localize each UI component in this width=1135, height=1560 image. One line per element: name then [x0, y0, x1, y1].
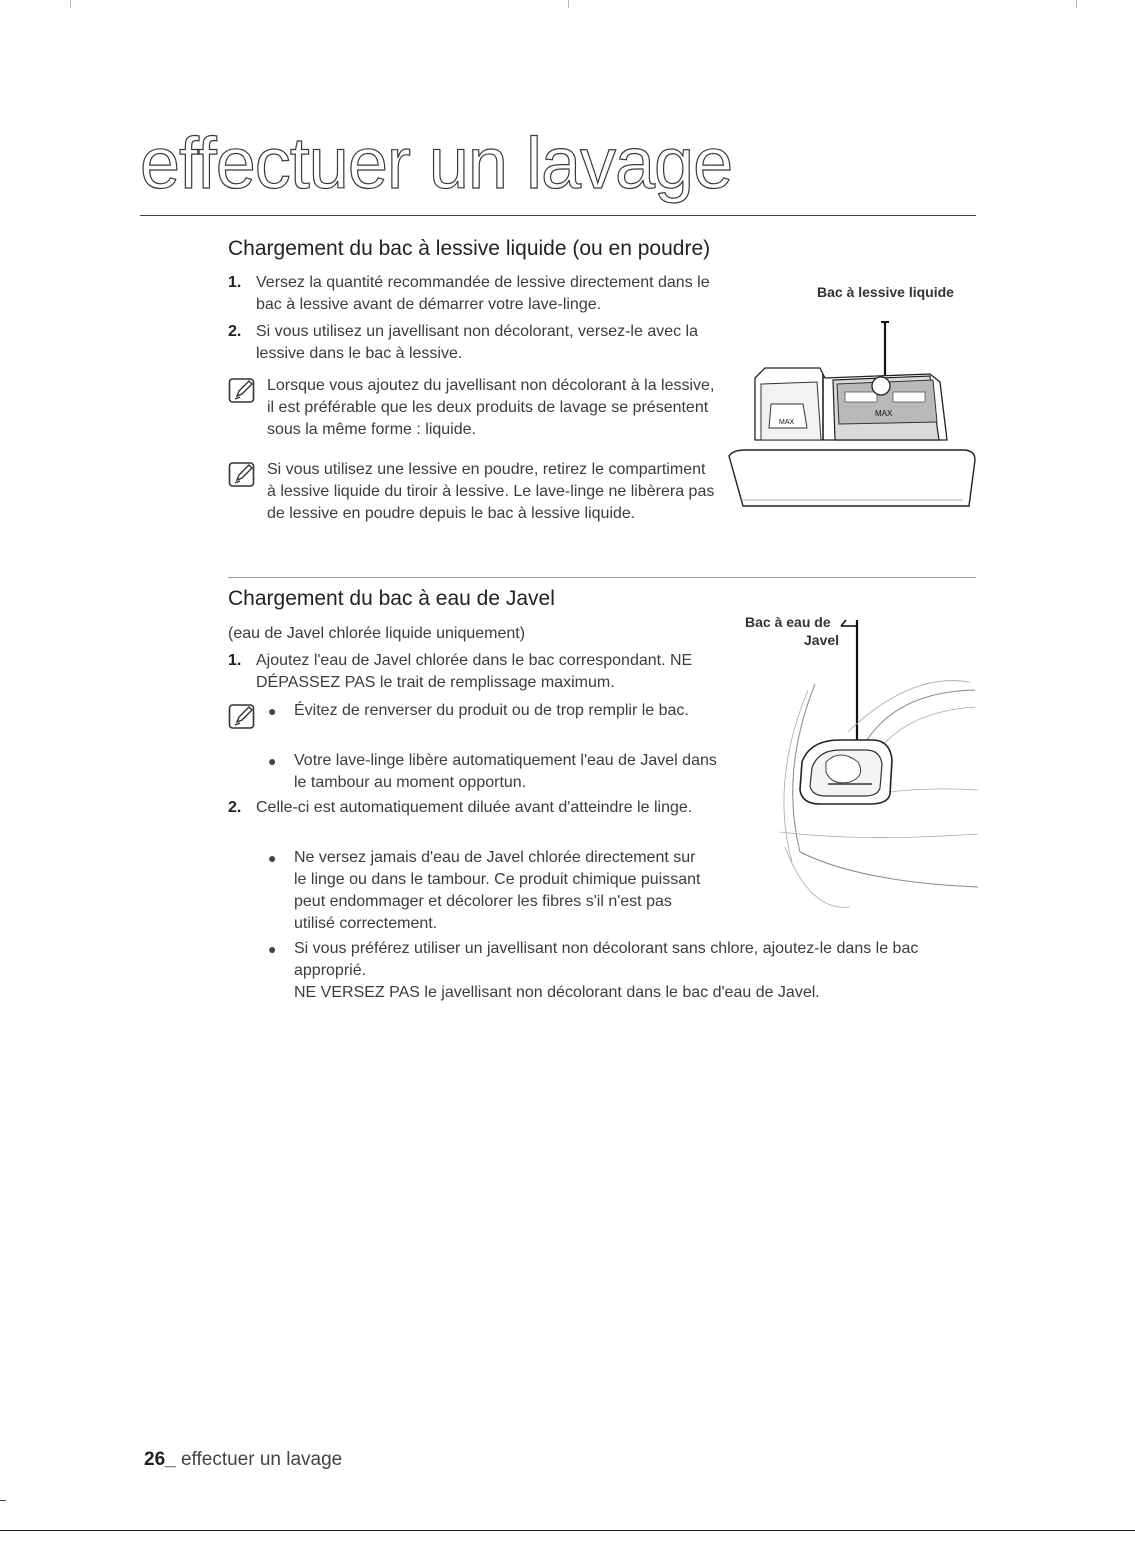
note-bullet [268, 750, 718, 796]
bullet-dot-icon: ● [268, 941, 277, 957]
page-bottom-rule [0, 1530, 1135, 1531]
detergent-drawer-illustration [725, 318, 980, 513]
figure-label-detergent: Bac à lessive liquide [817, 284, 954, 300]
bleach-step-1 [228, 650, 728, 696]
bullet-text: Votre lave-linge libère automatiquement l'eau de Javel dans le tambour au moment opportun. [294, 752, 717, 791]
step-number: 1. [228, 274, 242, 291]
note-text: Si vous utilisez une lessive en poudre, retirez le compartiment à lessive liquide du tiroir à lessive. Le lave-linge ne libèrera pas de lessive en poudre depuis le bac à lessive liquide. [267, 461, 715, 522]
bullet-dot-icon: ● [268, 703, 277, 719]
note-pencil-icon [228, 460, 257, 489]
crop-mark [70, 0, 71, 8]
section-divider [228, 577, 976, 578]
step-text: Versez la quantité recommandée de lessive directement dans le bac à lessive avant de démarrer votre lave-linge. [256, 274, 710, 313]
step-1 [228, 272, 718, 318]
section-title-bleach: Chargement du bac à eau de Javel [228, 587, 555, 610]
bullet-warning-text: NE VERSEZ PAS le javellisant non décolorant dans le bac d'eau de Javel. [294, 984, 820, 1001]
note-pencil-icon [228, 702, 257, 731]
note-1 [228, 375, 718, 445]
bullet-dot-icon: ● [268, 753, 277, 769]
page-footer [144, 1449, 342, 1471]
step-text: Celle-ci est automatiquement diluée avant d'atteindre le linge. [256, 799, 693, 816]
step-text: Si vous utilisez un javellisant non décolorant, versez-le avec la lessive dans le bac à lessive. [256, 323, 699, 362]
step-number: 2. [228, 323, 242, 340]
section-title-detergent: Chargement du bac à lessive liquide (ou en poudre) [228, 237, 711, 260]
section-subtitle: (eau de Javel chlorée liquide uniquement) [228, 625, 526, 642]
step-number: 1. [228, 652, 242, 669]
crop-mark [0, 1500, 6, 1501]
step-text: Ajoutez l'eau de Javel chlorée dans le bac correspondant. NE DÉPASSEZ PAS le trait de remplissage maximum. [256, 652, 693, 691]
bullet-text: Évitez de renverser du produit ou de trop remplir le bac. [294, 702, 689, 719]
max-mark-left: MAX [779, 419, 795, 426]
figure-label-bleach: Bac à eau de [745, 614, 831, 630]
note-2 [228, 459, 718, 551]
crop-mark [568, 0, 569, 8]
step-number: 2. [228, 799, 242, 816]
page-number: 26_ [144, 1449, 176, 1470]
footer-title: effectuer un lavage [180, 1449, 343, 1470]
step-2 [228, 321, 718, 367]
note-bullet [268, 700, 708, 746]
bleach-step-2 [228, 797, 728, 843]
figure-label-bleach-line2: Javel [804, 632, 840, 648]
title-rule [140, 215, 976, 216]
note-text: Lorsque vous ajoutez du javellisant non décolorant à la lessive, il est préférable que les deux produits de lavage se présentent sous la même forme : liquide. [267, 377, 715, 438]
warning-bullet [268, 847, 718, 935]
chapter-title: effectuer un lavage [140, 124, 733, 204]
bullet-text: Ne versez jamais d'eau de Javel chlorée directement sur le linge ou dans le tambour. Ce produit chimique puissant peut endommager et décolorer les fibres s'il n'est pas utilisé correctement. [294, 849, 701, 932]
bullet-text: Si vous préférez utiliser un javellisant non décolorant sans chlore, ajoutez-le dans le bac approprié. [294, 940, 919, 979]
bleach-compartment-illustration [740, 612, 980, 912]
bullet-dot-icon: ● [268, 850, 277, 866]
crop-mark [1076, 0, 1077, 8]
max-mark-right: MAX [875, 409, 893, 418]
info-bullet [268, 938, 988, 1004]
note-pencil-icon [228, 376, 257, 405]
